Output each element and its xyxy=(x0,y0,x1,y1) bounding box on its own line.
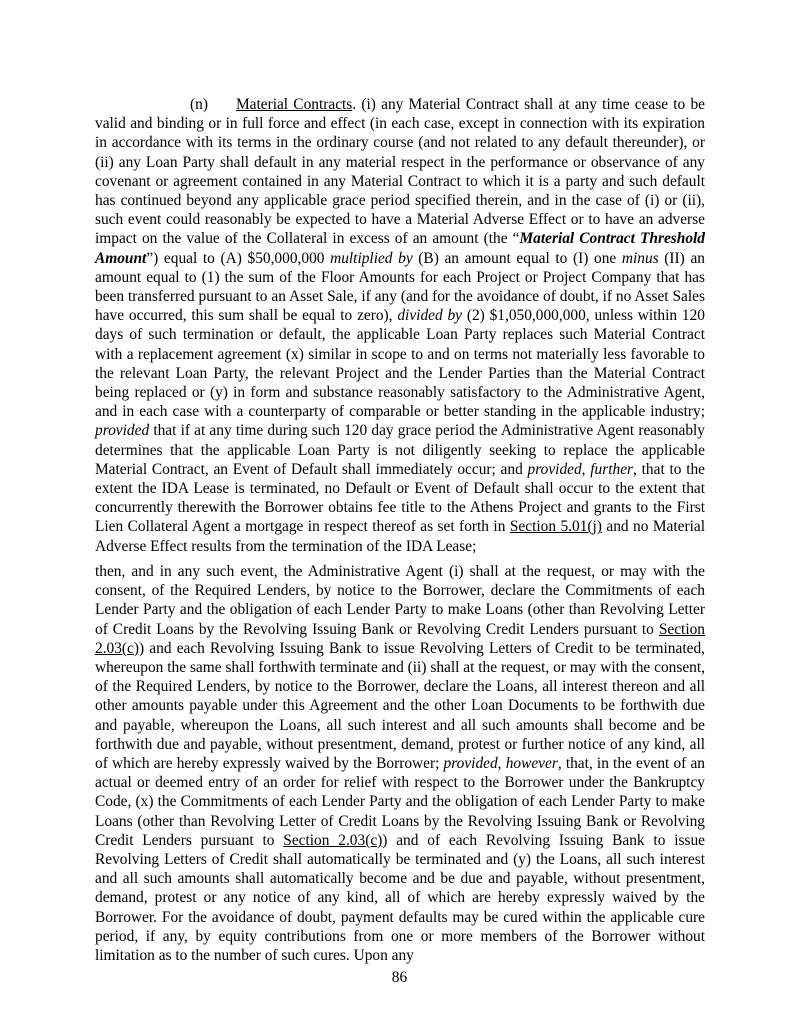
section-n-label: (n) xyxy=(190,96,208,113)
section-5-01-j-reference: Section 5.01(j) xyxy=(509,518,602,536)
page-number: 86 xyxy=(391,969,408,986)
remedies-paragraph: then, and in any such event, the Administrative Agent (i) shall at the request, or may with the consent, of the Required Lenders, by notice to the Borrower, declare the Commitments of each Lender Party and the obligation of each Lender Party to make Loans (other than Revolving Letter of Credit Loans by the Revolving Issuing Bank or Revolving Credit Lenders pursuant to Section 2.03(c)) and each Revolving Issuing Bank to issue Revolving Letters of Credit to be terminated, whereupon the same shall forthwith terminate and (ii) shall at the request, or may with the consent, of the Required Lenders, by notice to the Borrower, declare the Loans, all interest thereon and all other amounts payable under this Agreement and the other Loan Documents to be forthwith due and payable, whereupon the Loans, all such interest and all such amounts shall become and be forthwith due and payable, without presentment, demand, protest or further notice of any kind, all of which are hereby expressly waived by the Borrower; provided, however, that, in the event of an actual or deemed entry of an order for relief with respect to the Borrower under the Bankruptcy Code, (x) the Commitments of each Lender Party and the obligation of each Lender Party to make Loans (other than Revolving Letter of Credit Loans by the Revolving Issuing Bank or Revolving Credit Lenders pursuant to Section 2.03(c)) and of each Revolving Issuing Bank to issue Revolving Letters of Credit shall automatically be terminated and (y) the Loans, all such interest and all such amounts shall automatically become and be due and payable, without presentment, demand, protest or any notice of any kind, all of which are hereby expressly waived by the Borrower. For the avoidance of doubt, payment defaults may be cured within the applicable cure period, if any, by equity contributions from one or more members of the Borrower without limitation as to the number of such cures. Upon any xyxy=(95,563,705,965)
section-n-paragraph: (n) Material Contracts. (i) any Material Contract shall at any time cease to be valid and binding or in full force and effect (in each case, except in connection with its expiration in accordance with its terms in the ordinary course (and not related to any default thereunder), or (ii) any Loan Party shall default in any material respect in the performance or observance of any covenant or agreement contained in any Material Contract to which it is a party and such default has continued beyond any applicable grace period specified therein, and in the case of (i) or (ii), such event could reasonably be expected to have a Material Adverse Effect or to have an adverse impact on the value of the Collateral in excess of an amount (the “Material Contract Threshold Amount”) equal to (A) $50,000,000 multiplied by (B) an amount equal to (I) one minus (II) an amount equal to (1) the sum of the Floor Amounts for each Project or Project Company that has been transferred pursuant to an Asset Sale, if any (and for the avoidance of doubt, if no Asset Sales have occurred, this sum shall be equal to zero), divided by (2) $1,050,000,000, unless within 120 days of such termination or default, the applicable Loan Party replaces such Material Contract with a replacement agreement (x) similar in scope to and on terms not materially less favorable to the relevant Loan Party, the relevant Project and the Lender Parties than the Material Contract being replaced or (y) in form and substance reasonably satisfactory to the Administrative Agent, and in each case with a counterparty of comparable or better standing in the applicable industry; provided that if at any time during such 120 day grace period the Administrative Agent reasonably determines that the applicable Loan Party is not diligently seeking to replace the applicable Material Contract, an Event of Default shall immediately occur; and provided, further, that to the extent the IDA Lease is terminated, no Default or Event of Default shall occur to the extent that concurrently therewith the Borrower obtains fee title to the Athens Project and grants to the First Lien Collateral Agent a mortgage in respect thereof as set forth in Section 5.01(j) and no Material Adverse Effect results from the termination of the IDA Lease; xyxy=(95,96,705,555)
defined-term: Material Contract Threshold Amount xyxy=(95,230,705,267)
section-2-03-c-reference: Section 2.03(c) xyxy=(95,620,705,657)
section-n-heading: Material Contracts xyxy=(235,96,353,113)
section-2-03-c-reference: Section 2.03(c) xyxy=(283,831,383,849)
